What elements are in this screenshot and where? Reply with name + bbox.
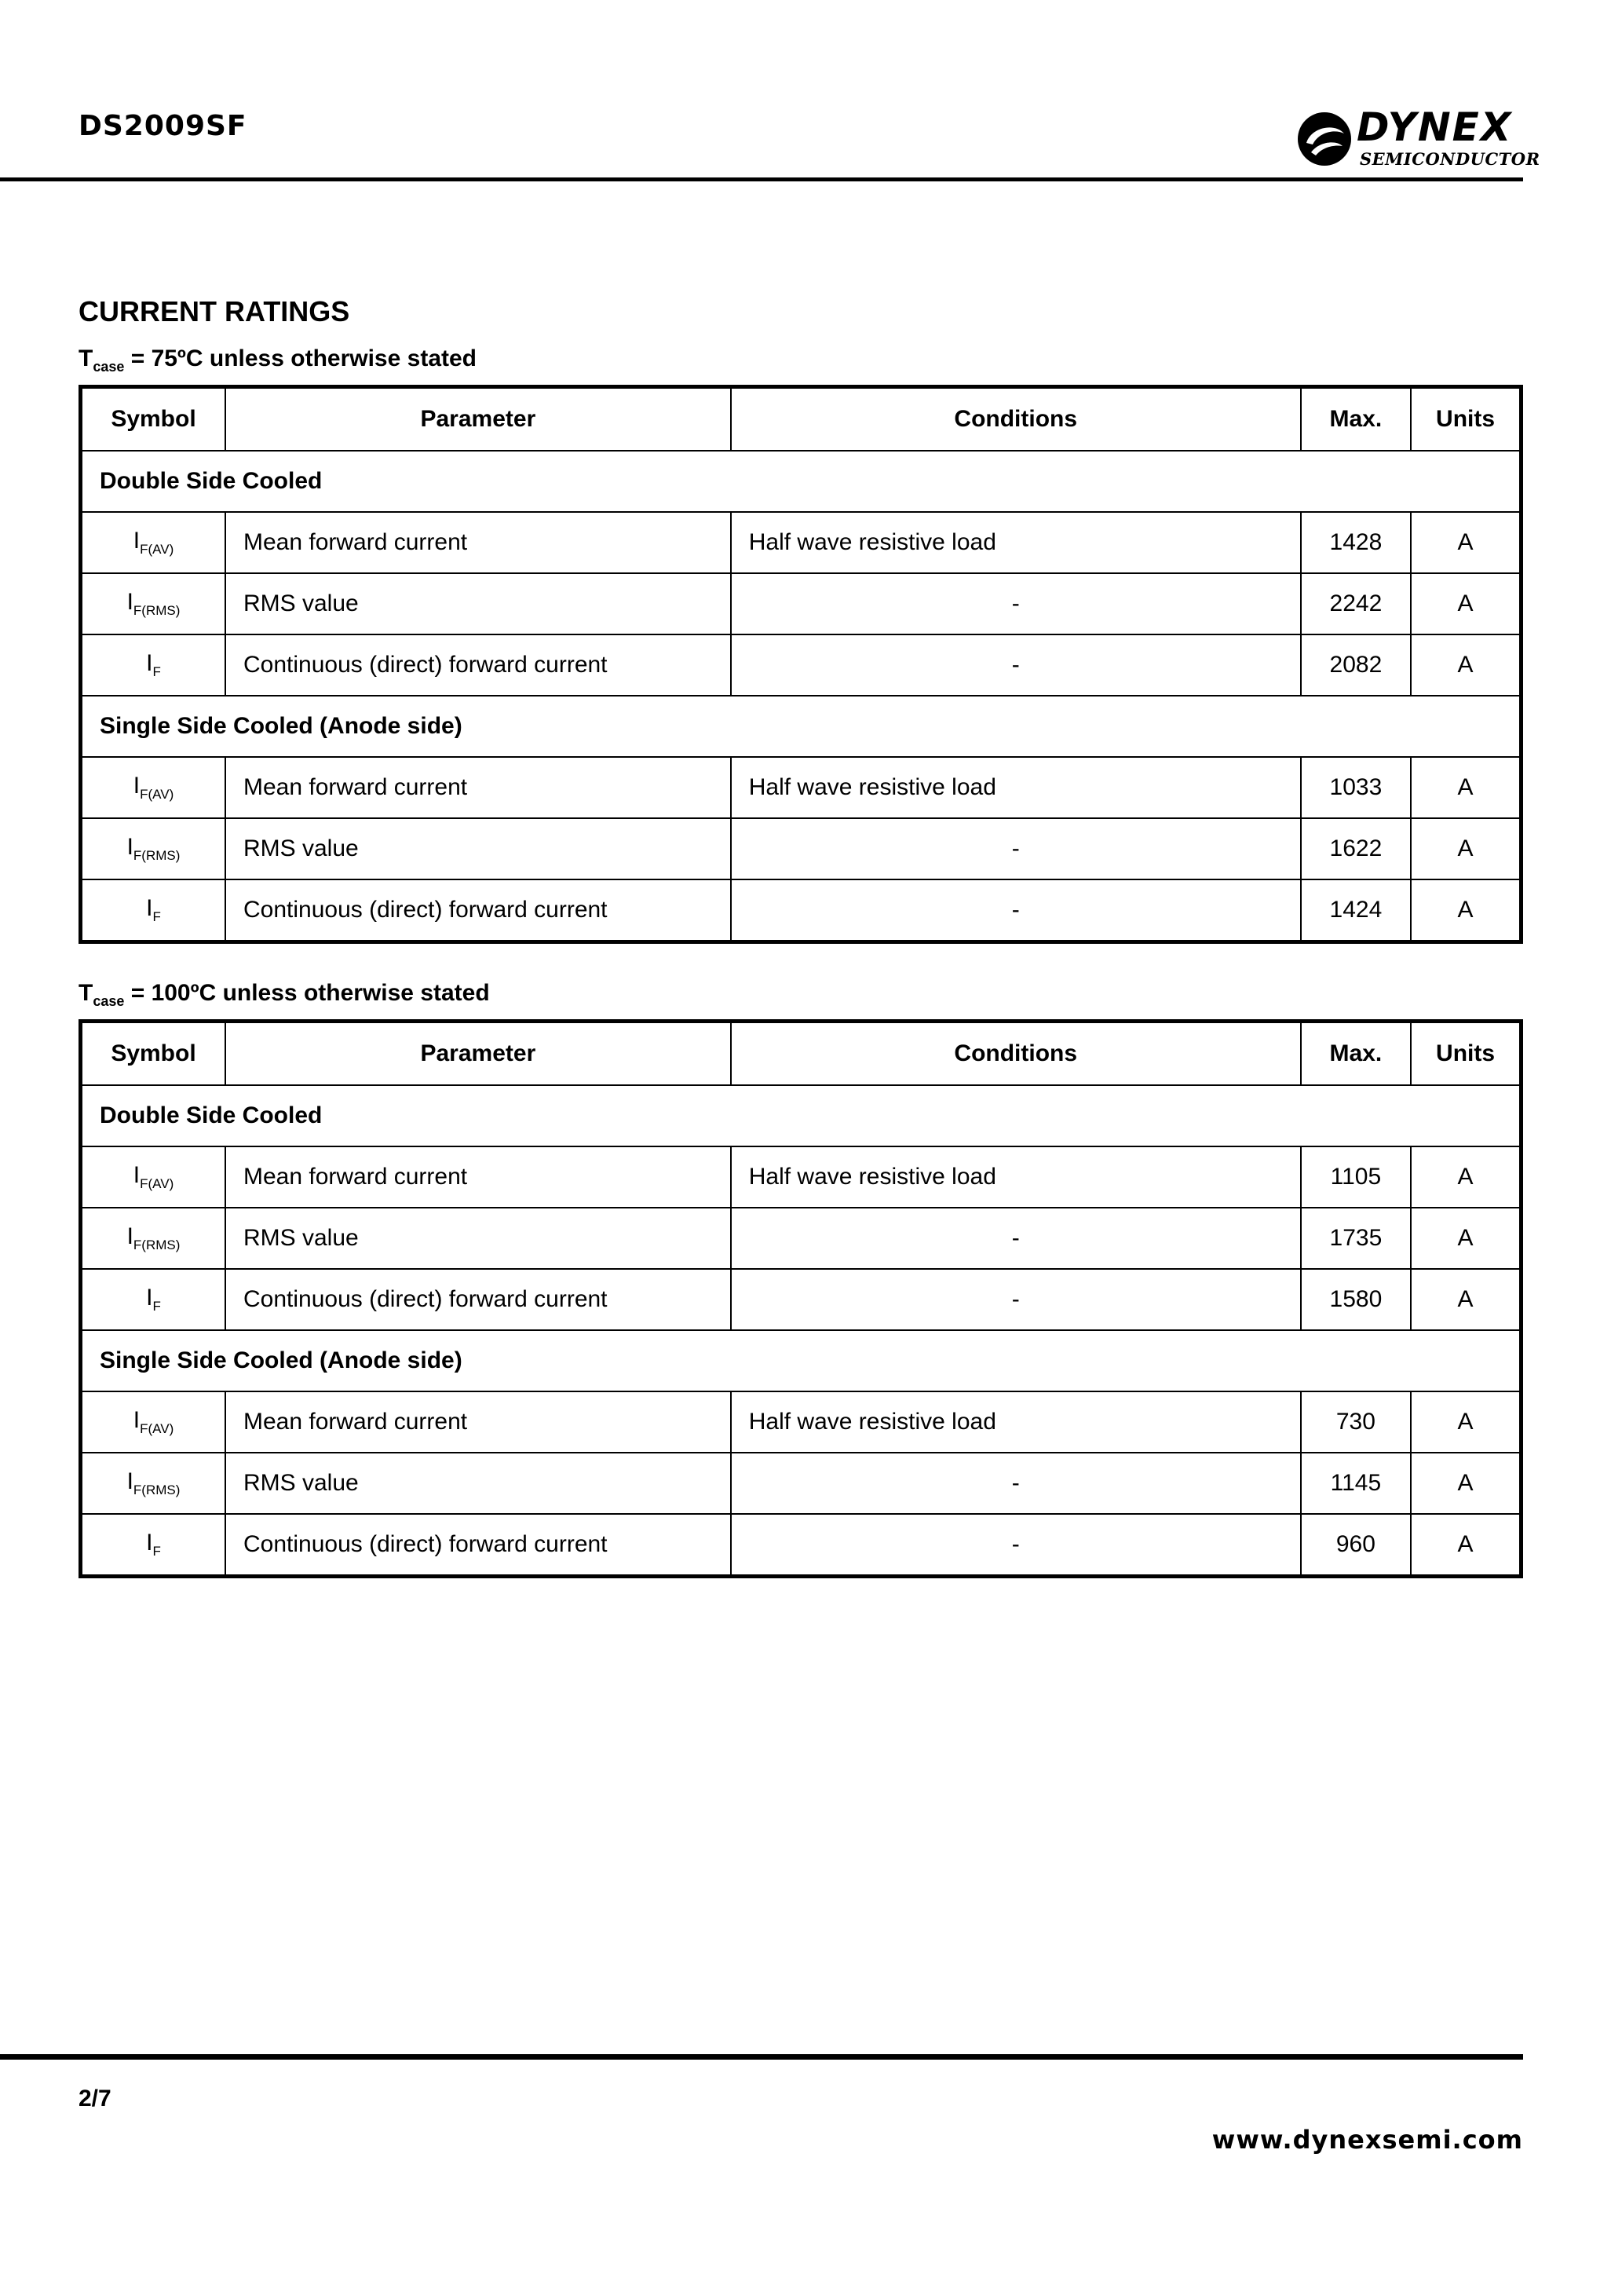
col-header-units: Units xyxy=(1411,387,1521,452)
max-cell: 1145 xyxy=(1301,1453,1411,1514)
section-title: CURRENT RATINGS xyxy=(79,295,350,327)
units-cell: A xyxy=(1411,634,1521,696)
conditions-cell: - xyxy=(731,634,1301,696)
document-id: DS2009SF xyxy=(79,110,247,142)
col-header-conditions: Conditions xyxy=(731,387,1301,452)
parameter-cell: Continuous (direct) forward current xyxy=(225,1514,731,1577)
table-row xyxy=(81,757,1522,818)
current-ratings-table-75c xyxy=(79,385,1523,944)
symbol-cell: $I_{F(AV)}$ xyxy=(81,1391,226,1453)
col-header-parameter: Parameter xyxy=(225,1022,731,1086)
table-row xyxy=(81,1453,1522,1514)
group-row xyxy=(81,1085,1522,1146)
units-cell: A xyxy=(1411,1269,1521,1330)
max-cell: 1735 xyxy=(1301,1208,1411,1269)
table-row xyxy=(81,1514,1522,1577)
symbol-cell: $I_{F(RMS)}$ xyxy=(81,818,226,879)
table-row xyxy=(81,1208,1522,1269)
conditions-cell: Half wave resistive load xyxy=(731,1391,1301,1453)
group-row xyxy=(81,451,1522,512)
col-header-symbol: Symbol xyxy=(81,1022,226,1086)
max-cell: 1105 xyxy=(1301,1146,1411,1208)
table-row xyxy=(81,1146,1522,1208)
group-label: Double Side Cooled xyxy=(81,1085,1522,1146)
parameter-cell: Mean forward current xyxy=(225,512,731,573)
website-link[interactable]: www.dynexsemi.com xyxy=(1211,2125,1523,2155)
logo-subtitle: SEMICONDUCTOR xyxy=(1360,149,1540,169)
group-row xyxy=(81,696,1522,757)
col-header-parameter: Parameter xyxy=(225,387,731,452)
group-label: Single Side Cooled (Anode side) xyxy=(81,1330,1522,1391)
condition-text: = 75ºC unless otherwise stated xyxy=(124,345,477,371)
max-cell: 1622 xyxy=(1301,818,1411,879)
table-row xyxy=(81,573,1522,634)
conditions-cell: - xyxy=(731,1453,1301,1514)
units-cell: A xyxy=(1411,818,1521,879)
units-cell: A xyxy=(1411,1208,1521,1269)
max-cell: 1580 xyxy=(1301,1269,1411,1330)
conditions-cell: - xyxy=(731,818,1301,879)
max-cell: 1033 xyxy=(1301,757,1411,818)
footer-rule xyxy=(0,2054,1523,2060)
parameter-cell: Continuous (direct) forward current xyxy=(225,1269,731,1330)
symbol-cell: $I_{F(AV)}$ xyxy=(81,757,226,818)
header-rule xyxy=(0,177,1523,181)
parameter-cell: Mean forward current xyxy=(225,757,731,818)
conditions-cell: - xyxy=(731,1514,1301,1577)
condition-text: = 100ºC unless otherwise stated xyxy=(124,980,490,1006)
group-label: Single Side Cooled (Anode side) xyxy=(81,696,1522,757)
max-cell: 1428 xyxy=(1301,512,1411,573)
units-cell: A xyxy=(1411,1146,1521,1208)
symbol-cell: $I_F$ xyxy=(81,1269,226,1330)
units-cell: A xyxy=(1411,1391,1521,1453)
table-1-condition xyxy=(79,345,477,375)
max-cell: 2242 xyxy=(1301,573,1411,634)
conditions-cell: - xyxy=(731,1269,1301,1330)
symbol-cell: $I_F$ xyxy=(81,879,226,942)
symbol-cell: $I_F$ xyxy=(81,1514,226,1577)
page-number: 2/7 xyxy=(79,2086,111,2111)
condition-subscript: case xyxy=(93,993,125,1009)
current-ratings-table-100c xyxy=(79,1019,1523,1578)
conditions-cell: Half wave resistive load xyxy=(731,1146,1301,1208)
symbol-cell: $I_F$ xyxy=(81,634,226,696)
group-label: Double Side Cooled xyxy=(81,451,1522,512)
conditions-cell: Half wave resistive load xyxy=(731,512,1301,573)
dynex-logo xyxy=(1295,104,1540,174)
logo-wordmark: DYNEX xyxy=(1357,104,1513,150)
units-cell: A xyxy=(1411,1514,1521,1577)
units-cell: A xyxy=(1411,1453,1521,1514)
conditions-cell: Half wave resistive load xyxy=(731,757,1301,818)
condition-subscript: case xyxy=(93,359,125,375)
parameter-cell: RMS value xyxy=(225,573,731,634)
condition-prefix: T xyxy=(79,980,93,1006)
conditions-cell: - xyxy=(731,879,1301,942)
table-row xyxy=(81,512,1522,573)
symbol-cell: $I_{F(RMS)}$ xyxy=(81,1453,226,1514)
col-header-units: Units xyxy=(1411,1022,1521,1086)
units-cell: A xyxy=(1411,879,1521,942)
table-row xyxy=(81,1269,1522,1330)
parameter-cell: Mean forward current xyxy=(225,1391,731,1453)
conditions-cell: - xyxy=(731,573,1301,634)
symbol-cell: $I_{F(RMS)}$ xyxy=(81,1208,226,1269)
conditions-cell: - xyxy=(731,1208,1301,1269)
col-header-max: Max. xyxy=(1301,1022,1411,1086)
units-cell: A xyxy=(1411,757,1521,818)
max-cell: 730 xyxy=(1301,1391,1411,1453)
table-row xyxy=(81,634,1522,696)
table-header-row xyxy=(81,387,1522,452)
max-cell: 1424 xyxy=(1301,879,1411,942)
col-header-max: Max. xyxy=(1301,387,1411,452)
table-header-row xyxy=(81,1022,1522,1086)
max-cell: 960 xyxy=(1301,1514,1411,1577)
table-row xyxy=(81,1391,1522,1453)
parameter-cell: Continuous (direct) forward current xyxy=(225,634,731,696)
group-row xyxy=(81,1330,1522,1391)
symbol-cell: $I_{F(RMS)}$ xyxy=(81,573,226,634)
condition-prefix: T xyxy=(79,345,93,371)
dynex-swirl-icon xyxy=(1295,110,1353,168)
table-2-condition xyxy=(79,980,490,1010)
units-cell: A xyxy=(1411,573,1521,634)
col-header-symbol: Symbol xyxy=(81,387,226,452)
parameter-cell: RMS value xyxy=(225,1453,731,1514)
symbol-cell: $I_{F(AV)}$ xyxy=(81,512,226,573)
parameter-cell: Mean forward current xyxy=(225,1146,731,1208)
parameter-cell: RMS value xyxy=(225,818,731,879)
units-cell: A xyxy=(1411,512,1521,573)
table-row xyxy=(81,879,1522,942)
col-header-conditions: Conditions xyxy=(731,1022,1301,1086)
symbol-cell: $I_{F(AV)}$ xyxy=(81,1146,226,1208)
table-row xyxy=(81,818,1522,879)
parameter-cell: RMS value xyxy=(225,1208,731,1269)
parameter-cell: Continuous (direct) forward current xyxy=(225,879,731,942)
max-cell: 2082 xyxy=(1301,634,1411,696)
